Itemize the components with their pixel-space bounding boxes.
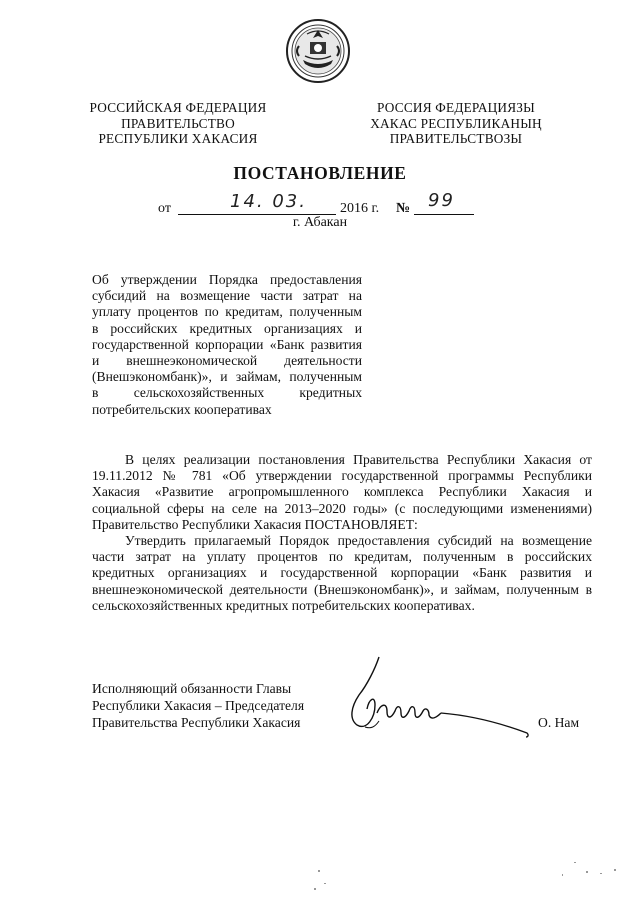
subject-line: государственной корпорации «Банк развития — [92, 336, 362, 352]
signatory-name: О. Нам — [538, 715, 580, 730]
body-line: социальной сферы на селе на 2013–2020 годы» (с последующими изменениями) — [92, 500, 592, 516]
number-handwritten: 99 — [428, 190, 455, 211]
date-handwritten: 14. 03. — [230, 191, 307, 212]
signatory-line: Исполняющий обязанности Главы — [92, 681, 292, 696]
body-line: Хакасия «Развитие агропромышленного комплекса Республики Хакасия и — [92, 484, 592, 500]
body-line: кредитных организациях и государственной корпорации «Банк развития и — [92, 565, 592, 581]
body-line: Утвердить прилагаемый Порядок предоставления субсидий на возмещение — [125, 533, 592, 549]
subject-line: Об утверждении Порядка предоставления — [92, 272, 362, 287]
subject-line: в российских кредитных организациях и — [92, 320, 362, 336]
body-line: сельскохозяйственных кредитных потребительских кооперативах. — [92, 597, 475, 613]
body-line: Правительство Республики Хакасия ПОСТАНОВЛЯЕТ: — [92, 516, 418, 532]
number-label: № — [396, 201, 411, 216]
header-right-line: ХАКАС РЕСПУБЛИКАНЫҢ — [370, 115, 542, 131]
date-prefix: от — [158, 201, 171, 216]
subject-line: уплату процентов по кредитам, полученным — [92, 304, 362, 320]
header-left-line: РОССИЙСКАЯ ФЕДЕРАЦИЯ — [89, 100, 267, 115]
header-right-line: ПРАВИТЕЛЬСТВОЗЫ — [389, 131, 523, 146]
subject-line: и внешнеэкономической деятельности — [92, 353, 362, 369]
body-line: части затрат на уплату процентов по кредитам, полученным в российских — [92, 549, 592, 565]
subject-line: в сельскохозяйственных кредитных — [92, 385, 362, 401]
signatory-line: Правительства Республики Хакасия — [92, 714, 301, 730]
signatory-line: Республики Хакасия – Председателя — [92, 697, 305, 713]
body-line: внешнеэкономической деятельности (Внешэкономбанк)», и займам, полученным в — [92, 581, 592, 597]
subject-line: потребительских кооперативах — [92, 401, 272, 417]
body-line: 19.11.2012 № 781 «Об утверждении государственной программы Республики — [92, 468, 592, 484]
header-right-line: РОССИЯ ФЕДЕРАЦИЯЗЫ — [377, 100, 535, 115]
subject-line: (Внешэкономбанк)», и займам, полученным — [92, 369, 362, 385]
header-left-line: ПРАВИТЕЛЬСТВО — [121, 115, 235, 131]
date-year: 2016 г. — [340, 201, 380, 216]
city: г. Абакан — [292, 215, 348, 230]
header-left-line: РЕСПУБЛИКИ ХАКАСИЯ — [98, 131, 258, 146]
subject-line: субсидий на возмещение части затрат на — [92, 288, 362, 304]
body-line: В целях реализации постановления Правительства Республики Хакасия от — [125, 452, 592, 467]
document-title: ПОСТАНОВЛЕНИЕ — [233, 163, 407, 183]
